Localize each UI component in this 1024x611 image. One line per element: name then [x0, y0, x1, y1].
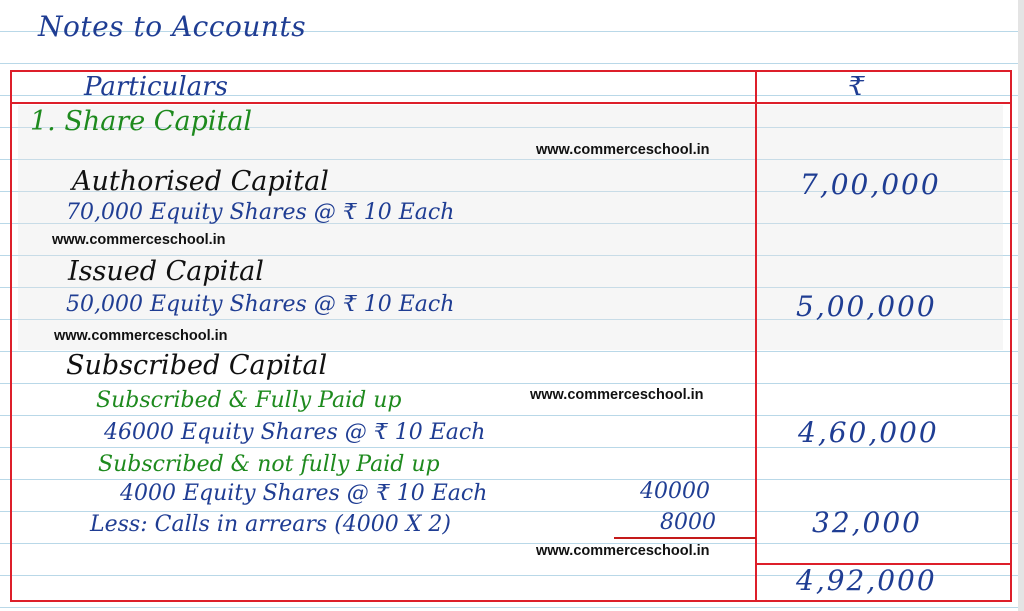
header-rupee-symbol: ₹	[848, 72, 865, 102]
net-partly-paid-amount: 32,000	[812, 506, 922, 539]
less-calls-in-arrears: Less: Calls in arrears (4000 X 2)	[90, 512, 452, 537]
total-amount: 4,92,000	[796, 564, 937, 597]
table-left-border	[10, 70, 12, 602]
fully-paid-amount: 4,60,000	[798, 416, 939, 449]
fully-paid-detail: 46000 Equity Shares @ ₹ 10 Each	[104, 420, 486, 445]
section-title: 1. Share Capital	[30, 106, 253, 137]
authorised-amount: 7,00,000	[800, 168, 941, 201]
not-fully-paid-heading: Subscribed & not fully Paid up	[98, 452, 440, 477]
page-title: Notes to Accounts	[38, 10, 307, 43]
fully-paid-heading: Subscribed & Fully Paid up	[96, 388, 402, 413]
watermark-text: www.commerceschool.in	[52, 232, 226, 248]
table-bottom-border	[10, 600, 1012, 602]
watermark-text: www.commerceschool.in	[536, 142, 710, 158]
not-fully-paid-detail: 4000 Equity Shares @ ₹ 10 Each	[120, 481, 488, 506]
not-fully-paid-inner-amount: 40000	[640, 479, 710, 504]
subscribed-heading: Subscribed Capital	[66, 350, 328, 381]
issued-heading: Issued Capital	[68, 256, 264, 287]
issued-detail: 50,000 Equity Shares @ ₹ 10 Each	[66, 292, 455, 317]
header-particulars: Particulars	[84, 72, 228, 102]
watermark-text: www.commerceschool.in	[536, 543, 710, 559]
table-column-divider	[755, 70, 757, 602]
watermark-text: www.commerceschool.in	[530, 387, 704, 403]
watermark-text: www.commerceschool.in	[54, 328, 228, 344]
calls-in-arrears-inner-amount: 8000	[660, 510, 716, 535]
authorised-detail: 70,000 Equity Shares @ ₹ 10 Each	[66, 200, 455, 225]
table-right-border	[1010, 70, 1012, 602]
page-edge	[1018, 0, 1024, 611]
subtotal-rule	[614, 537, 756, 539]
issued-amount: 5,00,000	[796, 290, 937, 323]
authorised-heading: Authorised Capital	[72, 166, 329, 197]
table-header-divider	[10, 102, 1012, 104]
